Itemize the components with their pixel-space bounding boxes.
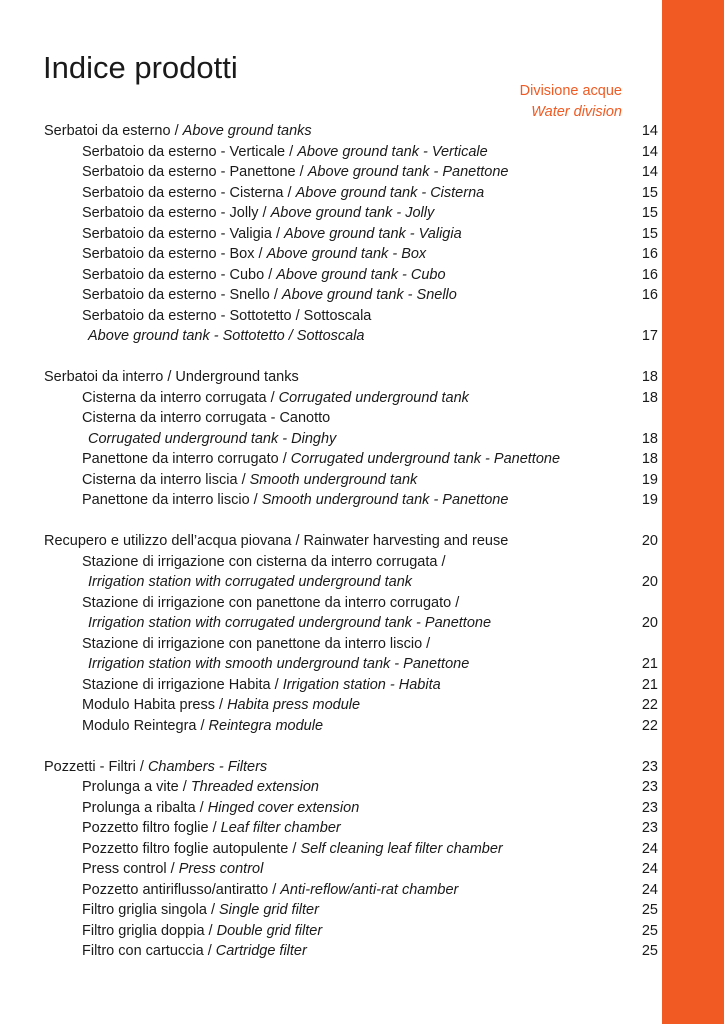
toc-page-number: 24 [641, 882, 658, 898]
toc-entry-text [44, 531, 508, 551]
toc-entry [0, 921, 660, 941]
toc-entry-english: Single grid filter [219, 902, 319, 918]
toc-entry-italian: Panettone da interro liscio / [82, 492, 262, 508]
toc-entry-text [82, 552, 446, 572]
toc-page-number: 20 [641, 574, 658, 590]
toc-page-number: 23 [641, 779, 658, 795]
toc-entry-english: Self cleaning leaf filter chamber [300, 841, 503, 857]
toc-entry [0, 285, 660, 305]
toc-entry-italian: Filtro con cartuccia / [82, 943, 216, 959]
toc-entry [0, 162, 660, 182]
toc-entry [0, 306, 660, 326]
toc-page-number: 18 [641, 369, 658, 385]
toc-entry-english: Above ground tanks [182, 123, 312, 139]
toc-entry-english: Above ground tank - Panettone [307, 164, 509, 180]
division-label-it: Divisione acque [519, 83, 622, 99]
orange-side-bar [662, 0, 724, 1024]
toc-entry-text [82, 203, 434, 223]
toc-entry-text [44, 121, 312, 141]
toc-entry-text [82, 306, 371, 326]
toc-entry [0, 900, 660, 920]
toc-entry-english: Habita press module [227, 697, 361, 713]
toc-entry [0, 654, 660, 674]
toc-entry-italian: Filtro griglia singola / [82, 902, 219, 918]
toc-entry-text [82, 941, 307, 961]
toc-entry-text [82, 593, 459, 613]
toc-entry-english: Corrugated underground tank - Dinghy [88, 431, 337, 447]
toc-page-number: 19 [641, 472, 658, 488]
toc-page-number: 16 [641, 246, 658, 262]
toc-entry [0, 839, 660, 859]
toc-page-number: 23 [641, 759, 658, 775]
toc-entry [0, 818, 660, 838]
toc-page-number: 20 [641, 615, 658, 631]
toc-entry [0, 449, 660, 469]
toc-page-number: 24 [641, 861, 658, 877]
toc-entry-english: Corrugated underground tank [278, 390, 469, 406]
toc-entry-italian: Stazione di irrigazione con panettone da interro liscio / [82, 636, 431, 652]
toc-entry [0, 244, 660, 264]
toc-entry [0, 675, 660, 695]
toc-entry-italian: Serbatoio da esterno - Jolly / [82, 205, 271, 221]
toc-entry [0, 183, 660, 203]
toc-entry-text [82, 490, 508, 510]
toc-entry-italian: Prolunga a vite / [82, 779, 191, 795]
toc-entry-italian: Pozzetto filtro foglie autopulente / [82, 841, 301, 857]
division-label-en: Water division [531, 104, 622, 120]
toc-entry-text [82, 900, 319, 920]
toc-entry [0, 265, 660, 285]
toc-entry-english: Irrigation station with corrugated underground tank - Panettone [88, 615, 492, 631]
toc-entry [0, 572, 660, 592]
toc-entry-text [88, 429, 336, 449]
toc-entry-italian: Press control / [82, 861, 179, 877]
toc-entry-text [82, 224, 462, 244]
toc-entry-italian: Serbatoio da esterno - Panettone / [82, 164, 308, 180]
toc-entry [0, 880, 660, 900]
toc-entry-text [82, 839, 503, 859]
toc-entry-text [82, 859, 263, 879]
toc-entry-text [82, 470, 417, 490]
toc-entry [0, 941, 660, 961]
toc-entry-english: Above ground tank - Valigia [284, 226, 462, 242]
toc-entry-text [82, 265, 446, 285]
toc-page-number: 21 [641, 677, 658, 693]
page-title: Indice prodotti [43, 50, 238, 85]
toc-entry-english: Above ground tank - Sottotetto / Sottoscala [88, 328, 365, 344]
toc-entry-english: Irrigation station with smooth underground tank - Panettone [88, 656, 470, 672]
toc-entry-english: Double grid filter [216, 923, 323, 939]
toc-page-number: 16 [641, 287, 658, 303]
toc-page-number: 25 [641, 902, 658, 918]
toc-page-number: 14 [641, 123, 658, 139]
toc-entry-text [82, 285, 457, 305]
toc-page-number: 18 [641, 390, 658, 406]
toc-page-number: 16 [641, 267, 658, 283]
toc-entry-italian: Pozzetto filtro foglie / [82, 820, 221, 836]
toc-entry-italian: Stazione di irrigazione con panettone da interro corrugato / [82, 595, 460, 611]
toc-entry-english: Reintegra module [208, 718, 324, 734]
toc-entry-english: Irrigation station with corrugated underground tank [88, 574, 413, 590]
toc-entry [0, 142, 660, 162]
toc-entry [0, 429, 660, 449]
toc-entry-italian: Cisterna da interro corrugata / [82, 390, 279, 406]
toc-page-number: 23 [641, 820, 658, 836]
toc-entry-italian: Serbatoio da esterno - Verticale / [82, 144, 298, 160]
toc-entry-text [82, 142, 488, 162]
toc-entry-italian: Serbatoio da esterno - Box / [82, 246, 267, 262]
toc-entry [0, 798, 660, 818]
toc-page-number: 19 [641, 492, 658, 508]
toc-page-number: 22 [641, 697, 658, 713]
toc-entry-italian: Serbatoio da esterno - Snello / [82, 287, 282, 303]
toc-entry-text [82, 798, 359, 818]
toc-entry-english: Hinged cover extension [207, 800, 360, 816]
toc-entry-english: Smooth underground tank - Panettone [261, 492, 509, 508]
toc-entry-italian: Cisterna da interro liscia / [82, 472, 250, 488]
toc-entry-english: Smooth underground tank [249, 472, 418, 488]
toc-entry-text [82, 244, 426, 264]
toc-entry [0, 552, 660, 572]
toc-page-number: 24 [641, 841, 658, 857]
toc-entry-text [44, 757, 267, 777]
toc-entry-english: Above ground tank - Cubo [276, 267, 446, 283]
toc-entry-text [82, 183, 484, 203]
toc-entry-italian: Prolunga a ribalta / [82, 800, 208, 816]
toc-entry-italian: Serbatoio da esterno - Valigia / [82, 226, 285, 242]
toc-page-number: 18 [641, 451, 658, 467]
toc-entry-italian: Pozzetti - Filtri / [44, 759, 148, 775]
toc-entry-text [82, 408, 330, 428]
toc-section-heading [0, 367, 660, 387]
toc-entry-italian: Serbatoi da esterno / [44, 123, 183, 139]
toc-entry-english: Above ground tank - Cisterna [295, 185, 485, 201]
toc-entry [0, 490, 660, 510]
toc-page-number: 20 [641, 533, 658, 549]
toc-entry-text [82, 716, 323, 736]
toc-entry-text [82, 695, 360, 715]
toc-section-heading [0, 531, 660, 551]
toc-page-number: 25 [641, 923, 658, 939]
toc-entry-text [82, 880, 458, 900]
toc-entry-text [82, 818, 341, 838]
toc-entry [0, 326, 660, 346]
toc-entry [0, 388, 660, 408]
toc-entry-italian: Panettone da interro corrugato / [82, 451, 291, 467]
toc-entry-english: Above ground tank - Snello [281, 287, 457, 303]
toc-entry-italian: Serbatoio da esterno - Cubo / [82, 267, 277, 283]
toc-page-number: 18 [641, 431, 658, 447]
toc-section-heading [0, 757, 660, 777]
toc-page-number: 21 [641, 656, 658, 672]
toc-entry-text [88, 572, 412, 592]
toc-entry-italian: Cisterna da interro corrugata - Canotto [82, 410, 331, 426]
toc-entry-text [82, 162, 508, 182]
toc-entry-english: Threaded extension [190, 779, 319, 795]
toc-entry-italian: Filtro griglia doppia / [82, 923, 217, 939]
toc-entry [0, 203, 660, 223]
toc-page-number: 22 [641, 718, 658, 734]
toc-entry [0, 224, 660, 244]
toc-entry-english: Anti-reflow/anti-rat chamber [280, 882, 459, 898]
toc-entry-text [88, 654, 469, 674]
toc-entry [0, 408, 660, 428]
toc-entry-text [44, 367, 299, 387]
toc-entry [0, 777, 660, 797]
toc-page-number: 25 [641, 943, 658, 959]
toc-entry-text [82, 675, 441, 695]
toc-entry-english: Above ground tank - Jolly [270, 205, 435, 221]
toc-entry-italian: Modulo Habita press / [82, 697, 228, 713]
toc-page-number: 23 [641, 800, 658, 816]
toc-entry-text [82, 777, 319, 797]
toc-entry-text [82, 449, 560, 469]
toc-entry-english: Press control [178, 861, 264, 877]
toc-entry-english: Corrugated underground tank - Panettone [290, 451, 561, 467]
toc-entry-text [88, 613, 491, 633]
toc-entry [0, 634, 660, 654]
toc-page-number: 17 [641, 328, 658, 344]
toc-entry-text [82, 921, 322, 941]
toc-entry-text [88, 326, 364, 346]
toc-entry-italian: Serbatoi da interro / Underground tanks [44, 369, 299, 385]
toc-entry-text [82, 388, 469, 408]
toc-entry-english: Cartridge filter [215, 943, 307, 959]
toc-entry-english: Chambers - Filters [147, 759, 268, 775]
toc-entry [0, 716, 660, 736]
toc-entry [0, 613, 660, 633]
toc-entry-english: Above ground tank - Box [266, 246, 427, 262]
toc-entry-english: Irrigation station - Habita [282, 677, 441, 693]
toc-entry-italian: Recupero e utilizzo dell’acqua piovana / Rainwater harvesting and reuse [44, 533, 509, 549]
toc-section-heading [0, 121, 660, 141]
toc-page-number: 15 [641, 185, 658, 201]
toc-page-number: 14 [641, 144, 658, 160]
toc-entry-english: Leaf filter chamber [220, 820, 341, 836]
toc-entry-italian: Serbatoio da esterno - Cisterna / [82, 185, 296, 201]
toc-entry [0, 695, 660, 715]
toc-page-number: 15 [641, 205, 658, 221]
toc-entry-italian: Modulo Reintegra / [82, 718, 209, 734]
toc-entry-italian: Stazione di irrigazione con cisterna da interro corrugata / [82, 554, 446, 570]
toc-page-number: 15 [641, 226, 658, 242]
toc-entry-text [82, 634, 430, 654]
toc-page-number: 14 [641, 164, 658, 180]
toc-entry [0, 593, 660, 613]
toc-entry-italian: Serbatoio da esterno - Sottotetto / Sottoscala [82, 308, 372, 324]
toc-entry [0, 859, 660, 879]
toc-entry [0, 470, 660, 490]
toc-entry-italian: Stazione di irrigazione Habita / [82, 677, 283, 693]
toc-entry-english: Above ground tank - Verticale [297, 144, 488, 160]
toc-entry-italian: Pozzetto antiriflusso/antiratto / [82, 882, 281, 898]
